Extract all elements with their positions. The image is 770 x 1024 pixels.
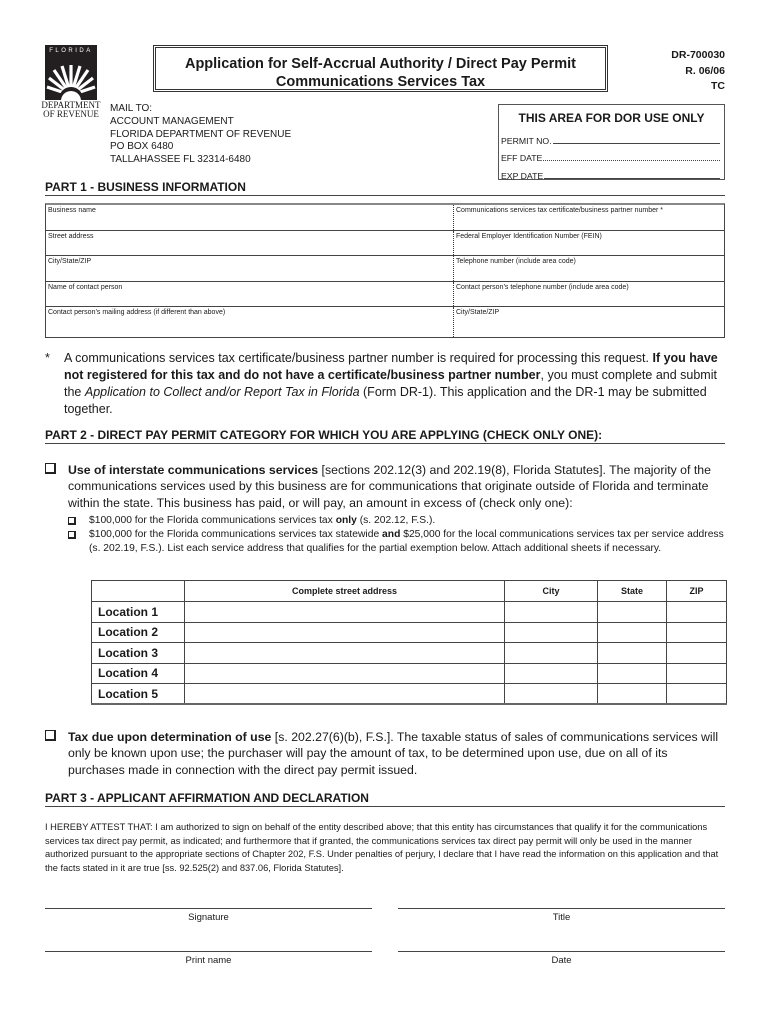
location-address-cell[interactable] [185,602,505,623]
business-field[interactable]: Street address [46,231,454,256]
business-field[interactable]: Federal Employer Identification Number (FEIN) [456,232,602,240]
logo-state-text: FLORIDA [49,48,93,54]
sub-text: $100,000 for the Florida communications services tax [89,515,336,526]
dor-use-box [498,104,725,180]
note-text: , you must complete and submit the [64,368,717,399]
business-info-table [45,203,725,338]
date-field[interactable] [398,951,725,966]
location-city-cell[interactable] [505,684,598,705]
form-id: DR-700030 [671,49,725,61]
signature-label: Signature [188,912,229,923]
business-field[interactable]: Telephone number (include area code) [456,258,576,265]
location-row [92,663,727,684]
date-label: Date [551,955,572,966]
location-zip-cell[interactable] [667,684,727,705]
location-city-cell[interactable] [505,643,598,664]
business-info-row [46,231,724,257]
business-info-row [46,205,724,231]
mail-line: TALLAHASSEE FL 32314-6480 [110,154,251,166]
location-city-cell[interactable] [505,602,598,623]
part3-heading: PART 3 - APPLICANT AFFIRMATION AND DECLARATION [45,791,725,807]
form-code: TC [711,80,725,92]
location-label: Location 1 [92,602,185,623]
exp-label: EXP DATE [501,170,544,181]
location-city-cell[interactable] [505,663,598,684]
sub-option-1 [68,514,728,528]
location-label: Location 2 [92,622,185,643]
form-number [620,48,725,95]
location-state-cell[interactable] [598,684,667,705]
business-info-row [46,256,724,282]
tax-due-checkbox[interactable] [45,730,56,741]
sub-option-2 [68,528,728,556]
location-zip-cell[interactable] [667,643,727,664]
business-field[interactable]: Contact person’s mailing address (if different than above) [46,307,454,337]
title-label: Title [552,912,571,923]
eff-label: EFF DATE [501,153,543,163]
col-header [92,581,185,602]
interstate-checkbox[interactable] [45,463,56,474]
sub-option-1-checkbox[interactable] [68,517,76,525]
note-bold: If you have not registered for this tax and do not have a certificate/business partner number [64,351,718,382]
part2-heading: PART 2 - DIRECT PAY PERMIT CATEGORY FOR WHICH YOU ARE APPLYING (CHECK ONLY ONE): [45,428,725,444]
location-label: Location 3 [92,643,185,664]
business-field[interactable]: Communications services tax certificate/business partner number * [456,207,663,214]
location-address-cell[interactable] [185,684,505,705]
location-zip-cell[interactable] [667,622,727,643]
business-info-row [46,282,724,308]
business-field[interactable]: City/State/ZIP [46,256,454,281]
location-zip-cell[interactable] [667,602,727,623]
business-field[interactable]: Business name [46,205,454,230]
exp-date-field [499,163,724,181]
location-city-cell[interactable] [505,622,598,643]
location-label: Location 5 [92,684,185,705]
location-row [92,643,727,664]
location-state-cell[interactable] [598,622,667,643]
florida-dor-logo [45,45,97,100]
sunburst-icon [45,45,97,100]
certificate-note [45,350,725,418]
mailing-address [110,103,291,167]
col-header: State [598,581,667,602]
sub-text: $25,000 for the local communications services tax per service address (s. 202.19, F.S.). List each service address that qualifies for the partial exemption below. Attach additional sheets if necessary. [89,529,724,554]
sub-bold: only [335,515,357,526]
option-label: Tax due upon determination of use [68,730,272,744]
dept-line1: DEPARTMENT [41,100,101,110]
location-zip-cell[interactable] [667,663,727,684]
permit-no-field [499,128,724,146]
location-address-cell[interactable] [185,643,505,664]
note-text: (Form DR-1). This application and the DR-1 may be submitted together. [64,385,707,416]
location-address-cell[interactable] [185,622,505,643]
mail-line: FLORIDA DEPARTMENT OF REVENUE [110,128,292,140]
title-line1: Application for Self-Accrual Authority / Direct Pay Permit [184,56,577,72]
print-name-field[interactable] [45,951,372,966]
option-text: [s. 202.27(6)(b), F.S.]. The taxable status of sales of communications services will only be known upon use; the purchaser will pay the amount of tax, to be determined upon use, due on all of its purchases made in connection with the direct pay permit issued. [68,730,719,777]
business-field[interactable]: Name of contact person [46,282,454,307]
location-state-cell[interactable] [598,602,667,623]
title-line2: Communications Services Tax [275,74,486,90]
location-label: Location 4 [92,663,185,684]
business-info-row [46,307,724,337]
location-state-cell[interactable] [598,643,667,664]
business-field[interactable]: City/State/ZIP [456,309,500,316]
col-header: ZIP [667,581,727,602]
location-state-cell[interactable] [598,663,667,684]
location-row [92,684,727,705]
note-italic: Application to Collect and/or Report Tax in Florida [84,385,360,399]
option-interstate [45,462,725,511]
asterisk: * [45,351,50,365]
dept-line2: OF REVENUE [43,109,99,119]
sub-text: (s. 202.12, F.S.). [356,515,436,526]
dor-heading: THIS AREA FOR DOR USE ONLY [518,111,705,125]
note-text: A communications services tax certificate/business partner number is required for processing this request. [64,351,653,365]
location-row [92,622,727,643]
location-row [92,602,727,623]
title-field[interactable] [398,908,725,923]
mail-line: MAIL TO: [110,103,153,114]
sub-bold: and [382,529,401,540]
option-tax-due [45,729,725,778]
business-field[interactable]: Contact person’s telephone number (include area code) [456,283,629,291]
mail-line: PO BOX 6480 [110,141,174,153]
signature-field[interactable] [45,908,372,923]
eff-date-field [499,146,724,164]
sub-option-2-checkbox[interactable] [68,531,76,539]
permit-label: PERMIT NO. [501,135,552,146]
form-title [153,45,608,92]
form-revision: R. 06/06 [685,64,725,77]
col-header: City [505,581,598,602]
department-name [41,101,101,119]
locations-table [91,580,727,705]
attestation-text: I HEREBY ATTEST THAT: I am authorized to sign on behalf of the entity described above; that this entity has circumstances that qualify it for the communications services tax direct pay permit, as indicated; and furthermore that if granted, the communications services tax direct pay permit will only be used in the manner authorized pursuant to the appropriate sections of Chapter 202, F.S. Under penalties of perjury, I declare that I have read the information on this application and that the facts stated in it are true [ss. 92.525(2) and 837.06, Florida Statutes]. [45,822,719,873]
sub-text: $100,000 for the Florida communications services tax statewide [89,529,383,540]
mail-line: ACCOUNT MANAGEMENT [110,115,234,127]
option-label: Use of interstate communications services [68,463,319,477]
print-name-label: Print name [185,955,232,966]
col-header: Complete street address [185,581,505,602]
location-address-cell[interactable] [185,663,505,684]
option-text: [sections 202.12(3) and 202.19(8), Florida Statutes]. The majority of the communications services used by this business are for communications that originate outside of Florida and terminate within the state. This business has paid, or will pay, an amount in excess of (check only one): [68,463,711,510]
part1-heading: PART 1 - BUSINESS INFORMATION [45,180,725,196]
